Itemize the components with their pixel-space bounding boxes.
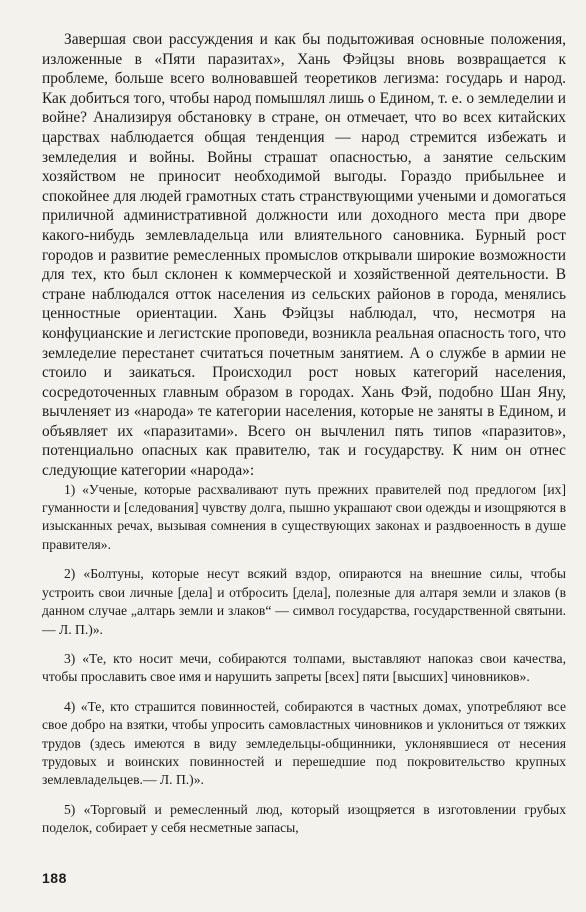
list-item-5: 5) «Торговый и ремесленный люд, который изощряется в изготовлении грубых поделок, собирает у себя несметные запасы, (42, 801, 566, 836)
page-number: 188 (42, 870, 67, 886)
list-item-1: 1) «Ученые, которые расхваливают путь прежних правителей под предлогом [их] гуманности и [следования] чувству долга, пышно украшают свои одежды и изощряются в изысканных речах, вызывая сомнения в существующих законах и раздвоенность в душе правителя». (42, 481, 566, 552)
list-item-3: 3) «Те, кто носит мечи, собираются толпами, выставляют напоказ свои качества, чтобы прославить свое имя и нарушить запреты [всех] пяти [высших] чиновников». (42, 650, 566, 685)
spacer (42, 687, 566, 698)
spacer (42, 790, 566, 801)
spacer (42, 554, 566, 565)
list-item-4: 4) «Те, кто страшится повинностей, собираются в частных домах, употребляют все свое добро на взятки, чтобы упросить самовластных чиновников и уклониться от тяжких трудов (здесь имеются в виду земледельцы-общинники, уклонявшиеся от несения трудовых и воинских повинностей и перешедшие под покровительство крупных землевладельцев.— Л. П.)». (42, 698, 566, 788)
main-paragraph: Завершая свои рассуждения и как бы подытоживая основные положения, изложенные в «Пяти паразитах», Хань Фэйцзы вновь возвращается к проблеме, больше всего волновавшей теоретиков легизма: государь и народ. Как добиться того, чтобы народ помышлял лишь о Едином, т. е. о земледелии и войне? Анализируя обстановку в стране, он отмечает, что во всех китайских царствах наблюдается общая тенденция — народ стремится избежать и земледелия и войны. Войны страшат опасностью, а занятие сельским хозяйством не приносит необходимой выгоды. Гораздо прибыльнее и спокойнее для людей грамотных стать странствующими учеными и домогаться приличной административной должности или доходного места при дворе какого-нибудь землевладельца или влиятельного сановника. Бурный рост городов и развитие ремесленных промыслов открывали широкие возможности для тех, кто был склонен к коммерческой и хозяйственной деятельности. В стране наблюдался отток населения из сельских районов в города, менялись ценностные ориентации. Хань Фэйцзы наблюдал, что, несмотря на конфуцианские и легистские проповеди, возникла реальная опасность того, что земледелие перестанет считаться почетным занятием. А о службе в армии не стоило и заикаться. Происходил рост новых категорий населения, сосредоточенных главным образом в городах. Хань Фэй, подобно Шан Яну, вычленяет из «народа» те категории населения, которые не заняты в Едином, и объявляет их «паразитами». Всего он вычленил пять типов «паразитов», потенциально опасных как правителю, так и государству. К ним он отнес следующие категории «народа»: (42, 31, 566, 480)
list-item-2: 2) «Болтуны, которые несут всякий вздор, опираются на внешние силы, чтобы устроить свои личные [дела] и отбросить [дела], полезные для алтаря земли и злаков (в данном случае „алтарь земли и злаков“ — символ государства, государственной святыни.— Л. П.)». (42, 566, 566, 637)
spacer (42, 639, 566, 650)
page-body (42, 30, 566, 838)
